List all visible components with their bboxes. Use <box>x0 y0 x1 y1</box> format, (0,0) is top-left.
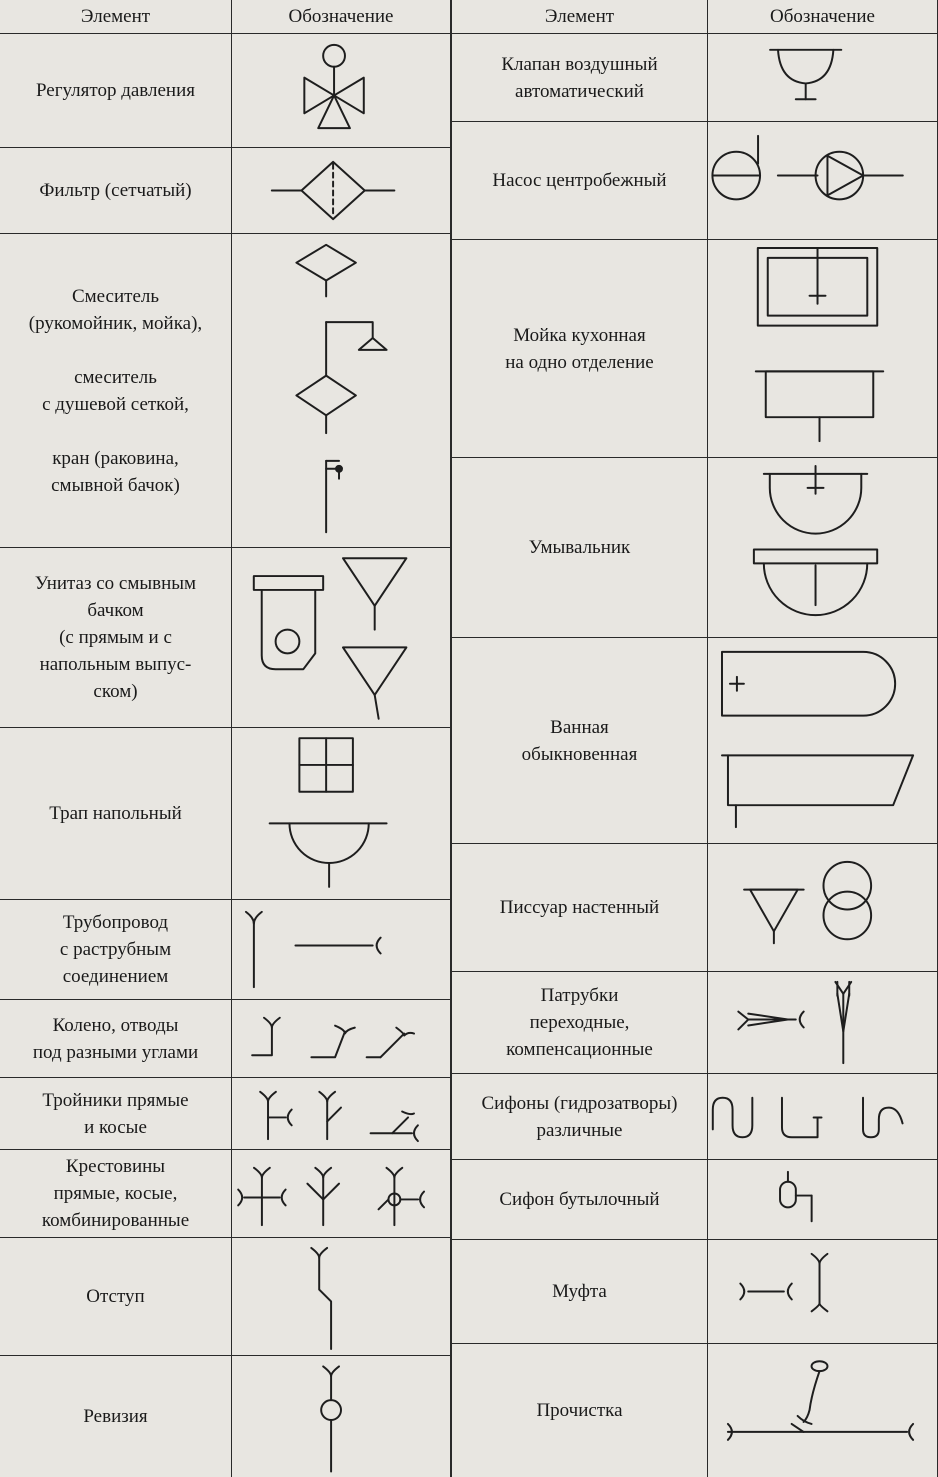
bathtub-icon <box>708 638 937 843</box>
table-row <box>452 1160 937 1240</box>
centrifugal-pump-icon <box>708 122 937 239</box>
row-label: Сифоны (гидрозатворы) различные <box>481 1092 678 1141</box>
table-row <box>0 234 450 548</box>
row-label: Ванная обыкновенная <box>521 716 638 765</box>
bottle-trap-icon <box>708 1160 937 1239</box>
row-label: Унитаз со смывным бачком (с прямым и с напольным выпус- ском) <box>34 573 197 702</box>
socket-pipe-icon <box>232 900 450 999</box>
header-element: Элемент <box>0 0 232 33</box>
adapter-pipe-icon <box>708 972 937 1073</box>
table-row <box>452 240 937 458</box>
right-header-row <box>452 0 937 34</box>
row-label: Трубопровод с раструбным соединением <box>59 912 172 987</box>
table-row <box>0 1238 450 1356</box>
table-row <box>0 548 450 728</box>
tee-icon <box>232 1078 450 1149</box>
elbow-icon <box>232 1000 450 1077</box>
row-label: Насос центробежный <box>492 170 667 191</box>
row-label: Трап напольный <box>49 803 182 824</box>
toilet-icon <box>232 548 450 727</box>
row-label: Смеситель (рукомойник, мойка), смеситель с душевой сеткой, кран (раковина, смывной бачок) <box>28 285 203 496</box>
left-header-row <box>0 0 450 34</box>
table-row <box>0 1000 450 1078</box>
air-valve-icon <box>708 34 937 121</box>
cross-fitting-icon <box>232 1150 450 1237</box>
right-table <box>452 0 938 1477</box>
row-label: Прочистка <box>536 1400 623 1421</box>
header-element: Элемент <box>452 0 708 33</box>
row-label: Колено, отводы под разными углами <box>32 1014 199 1063</box>
cleanout-icon <box>708 1344 937 1477</box>
table-row <box>0 34 450 148</box>
mesh-filter-icon <box>232 148 450 233</box>
row-label: Отступ <box>86 1286 145 1307</box>
row-label: Мойка кухонная на одно отделение <box>505 324 654 373</box>
row-label: Клапан воздушный автоматический <box>501 53 658 102</box>
table-row <box>0 1078 450 1150</box>
offset-icon <box>232 1238 450 1355</box>
inspection-icon <box>232 1356 450 1477</box>
urinal-icon <box>708 844 937 971</box>
table-row <box>0 728 450 900</box>
floor-drain-icon <box>232 728 450 899</box>
table-row <box>452 1344 937 1477</box>
table-row <box>0 1356 450 1477</box>
mixer-faucet-icon <box>232 234 450 547</box>
table-row <box>452 1074 937 1160</box>
table-row <box>0 148 450 234</box>
pressure-regulator-icon <box>232 34 450 147</box>
table-row <box>452 844 937 972</box>
row-label: Регулятор давления <box>35 80 196 101</box>
row-label: Ревизия <box>83 1406 148 1427</box>
table-row <box>452 34 937 122</box>
table-row <box>452 458 937 638</box>
table-row <box>452 972 937 1074</box>
table-row <box>452 122 937 240</box>
washbasin-icon <box>708 458 937 637</box>
row-label: Крестовины прямые, косые, комбинированные <box>41 1156 190 1231</box>
row-label: Фильтр (сетчатый) <box>39 180 192 201</box>
coupling-icon <box>708 1240 937 1343</box>
header-symbol: Обозначение <box>770 5 875 27</box>
row-label: Умывальник <box>528 537 631 558</box>
header-symbol: Обозначение <box>288 5 394 27</box>
table-row <box>452 638 937 844</box>
row-label: Сифон бутылочный <box>499 1189 660 1210</box>
kitchen-sink-icon <box>708 240 937 457</box>
siphon-icon <box>708 1074 937 1159</box>
row-label: Писсуар настенный <box>499 897 660 918</box>
table-row <box>0 1150 450 1238</box>
table-row <box>452 1240 937 1344</box>
row-label: Патрубки переходные, компенсационные <box>506 985 653 1060</box>
left-table <box>0 0 452 1477</box>
table-row <box>0 900 450 1000</box>
row-label: Тройники прямые и косые <box>42 1089 189 1138</box>
row-label: Муфта <box>552 1281 607 1302</box>
